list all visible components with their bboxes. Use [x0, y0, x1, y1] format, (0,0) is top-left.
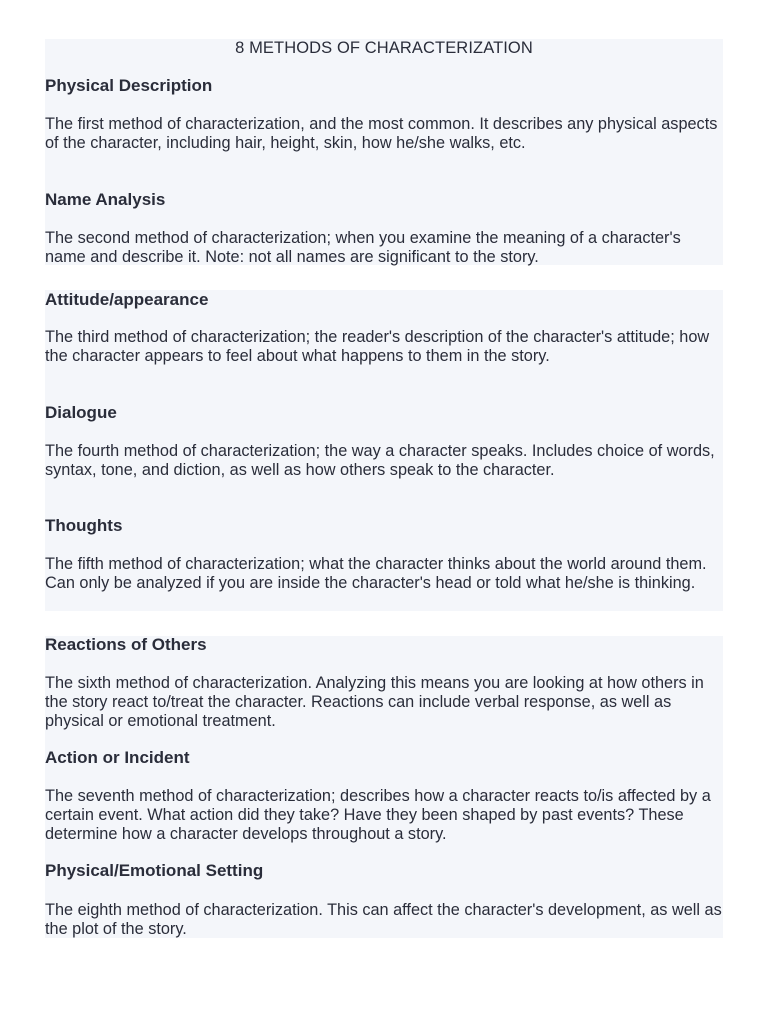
section-heading-physical-emotional-setting: Physical/Emotional Setting	[45, 861, 264, 880]
section-text-thoughts: The fifth method of characterization; what the character thinks about the world around them. Can only be analyzed if you are inside the character's head or told what he/she is thinking.	[45, 555, 707, 592]
section-text-dialogue: The fourth method of characterization; the way a character speaks. Includes choice of words, syntax, tone, and diction, as well as how others speak to the character.	[45, 442, 715, 479]
section-heading-reactions-of-others: Reactions of Others	[45, 635, 207, 654]
document-title: 8 METHODS OF CHARACTERIZATION	[235, 39, 533, 57]
section-heading-action-or-incident: Action or Incident	[45, 748, 190, 767]
section-text-attitude-appearance: The third method of characterization; the reader's description of the character's attitude; how the character appears to feel about what happens to them in the story.	[45, 328, 710, 365]
section-heading-attitude-appearance: Attitude/appearance	[45, 290, 209, 309]
section-heading-physical-description: Physical Description	[45, 76, 213, 95]
section-text-physical-description: The first method of characterization, and the most common. It describes any physical aspects of the character, including hair, height, skin, how he/she walks, etc.	[45, 115, 718, 152]
section-heading-name-analysis: Name Analysis	[45, 190, 166, 209]
section-text-reactions-of-others: The sixth method of characterization. Analyzing this means you are looking at how others in the story react to/treat the character. Reactions can include verbal response, as well as physical or emotional treatment.	[45, 674, 704, 730]
section-text-action-or-incident: The seventh method of characterization; describes how a character reacts to/is affected by a certain event. What action did they take? Have they been shaped by past events? These determine how a character develops throughout a story.	[45, 787, 711, 843]
section-text-physical-emotional-setting: The eighth method of characterization. This can affect the character's development, as well as the plot of the story.	[45, 901, 722, 938]
section-heading-dialogue: Dialogue	[45, 403, 117, 422]
section-heading-thoughts: Thoughts	[45, 516, 123, 535]
section-text-name-analysis: The second method of characterization; when you examine the meaning of a character's name and describe it. Note: not all names are significant to the story.	[45, 229, 681, 266]
